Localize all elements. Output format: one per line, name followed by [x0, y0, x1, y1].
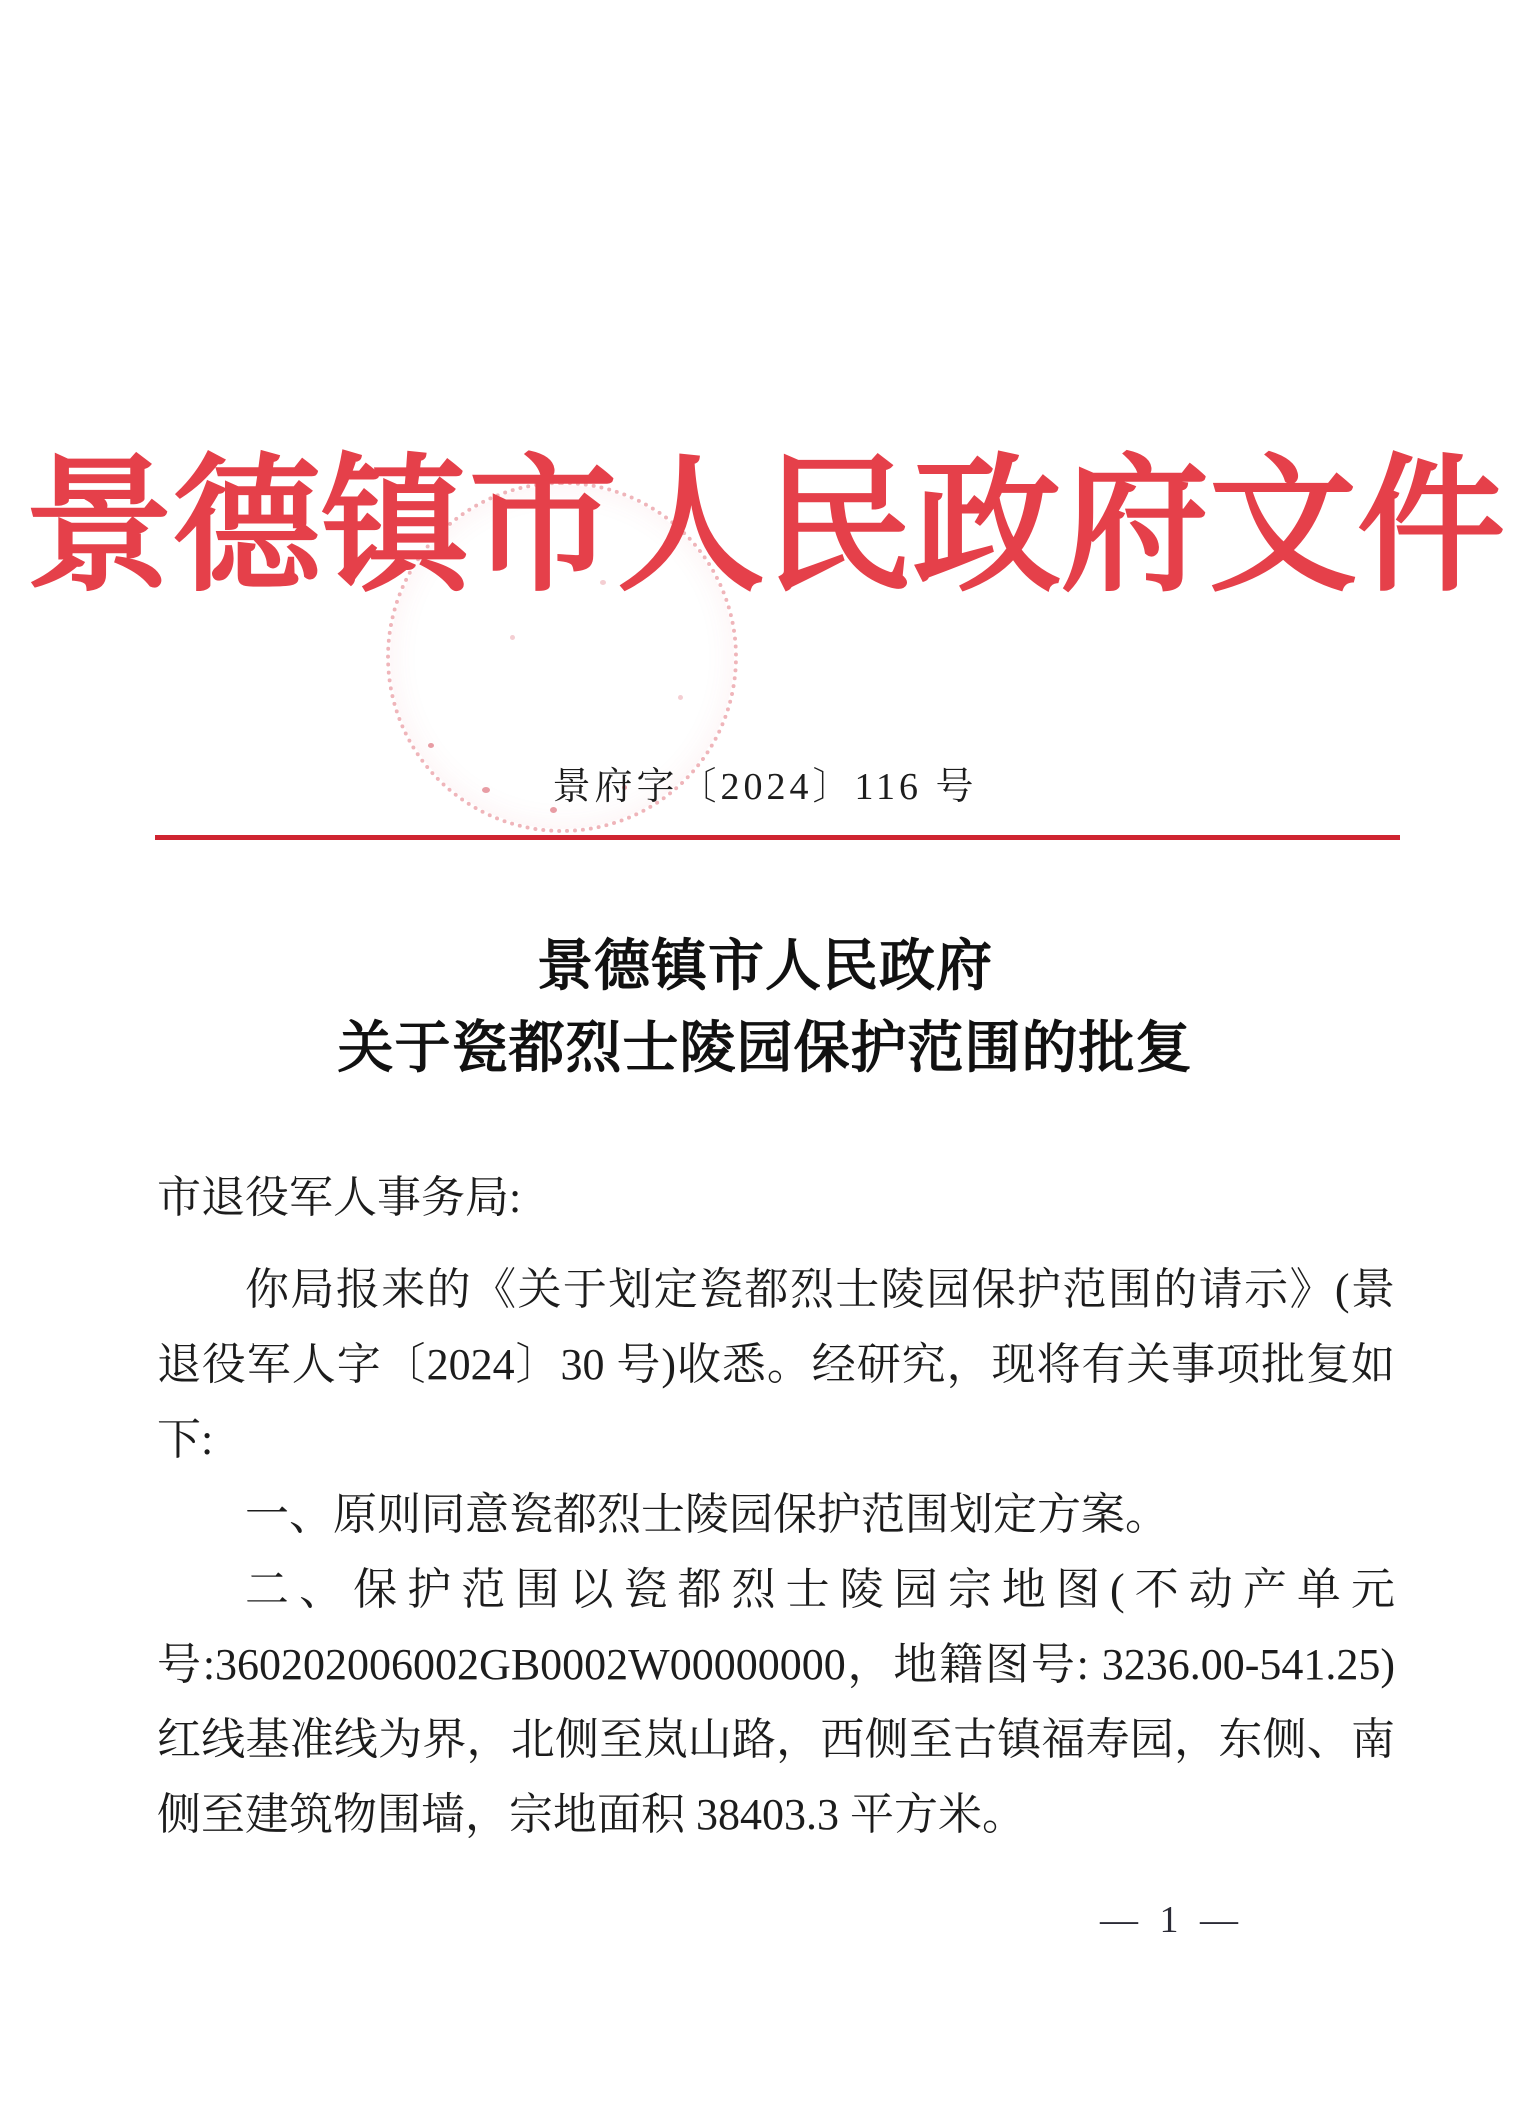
page-number: — 1 —	[1100, 1899, 1244, 1941]
document-title-line-2: 关于瓷都烈士陵园保护范围的批复	[337, 1016, 1193, 1079]
body-line: 一、原则同意瓷都烈士陵园保护范围划定方案。	[245, 1490, 1169, 1539]
seal-speckle	[510, 635, 515, 640]
seal-speckle	[678, 695, 683, 700]
seal-speckle	[428, 743, 434, 748]
body-line: 红线基准线为界，北侧至岚山路，西侧至古镇福寿园，东侧、南	[157, 1715, 1395, 1764]
document-title	[0, 925, 1530, 1089]
document-reference-number: 景府字〔2024〕116 号	[552, 766, 978, 808]
government-letterhead-title: 景德镇市人民政府文件	[25, 446, 1505, 610]
body-line: 你局报来的《关于划定瓷都烈士陵园保护范围的请示》(景	[245, 1265, 1395, 1314]
document-title-line-1: 景德镇市人民政府	[537, 934, 993, 997]
addressee-salutation: 市退役军人事务局:	[157, 1173, 522, 1222]
body-line: 退役军人字〔2024〕30 号)收悉。经研究，现将有关事项批复如	[157, 1340, 1395, 1389]
document-body	[157, 1252, 1395, 1852]
body-line: 号:360202006002GB0002W00000000，地籍图号: 3236.00-541.25)	[157, 1640, 1395, 1689]
body-line: 下:	[157, 1415, 214, 1464]
body-line: 二、保护范围以瓷都烈士陵园宗地图(不动产单元	[245, 1565, 1395, 1614]
body-line: 侧至建筑物围墙，宗地面积 38403.3 平方米。	[157, 1790, 1026, 1839]
red-divider-rule	[155, 835, 1400, 840]
